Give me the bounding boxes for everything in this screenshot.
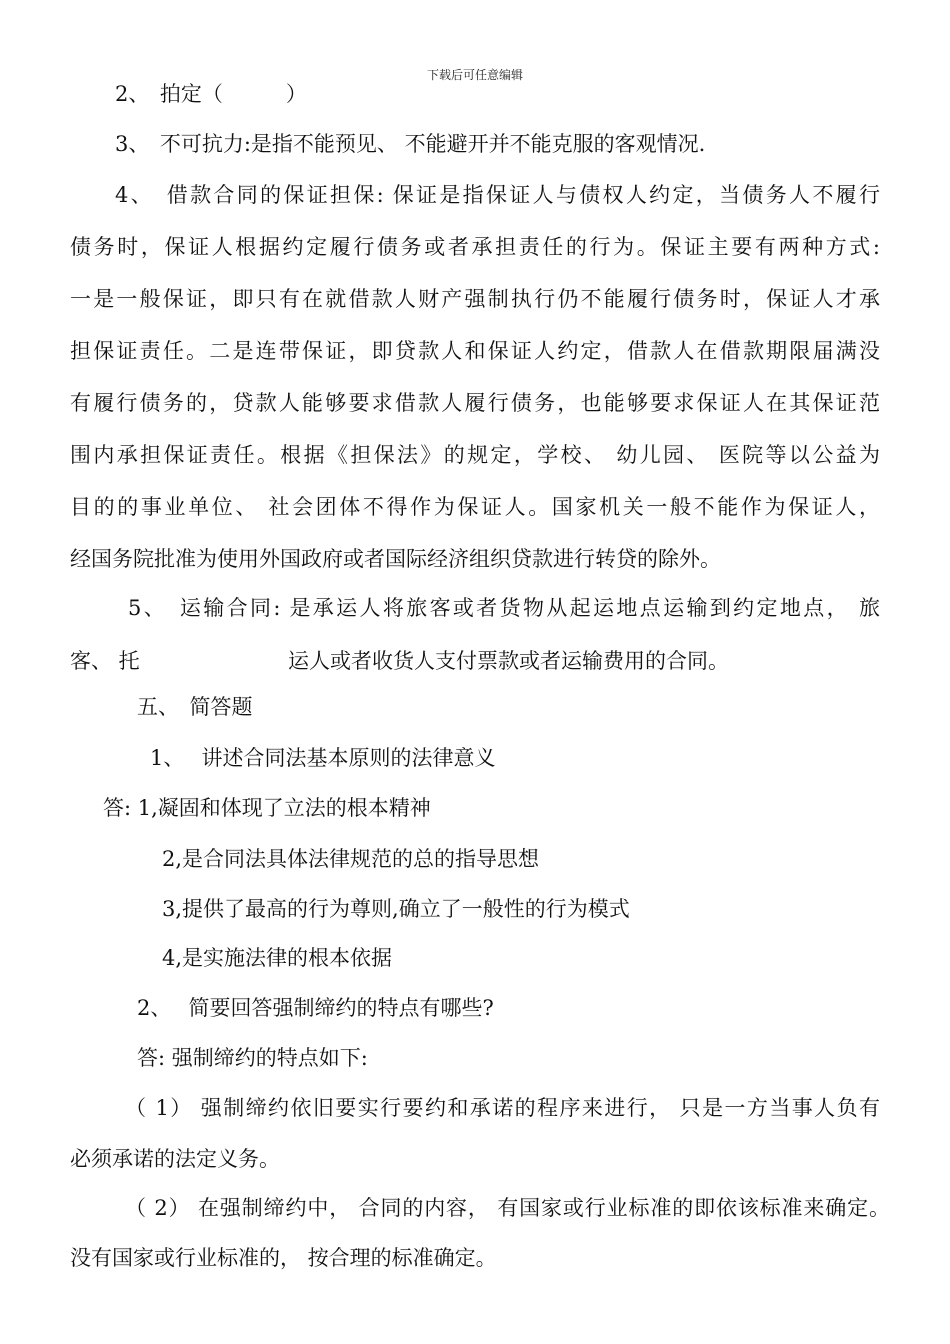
item-3-force-majeure: 3、 不可抗力:是指不能预见、 不能避开并不能克服的客观情况. (115, 132, 706, 156)
item-4-line-6: 围内承担保证责任。根据《担保法》的规定，学校、 幼儿园、 医院等以公益为 (70, 443, 880, 467)
item-2-paifding: 2、 拍定（ ） (115, 82, 307, 106)
answer-2-item-2-line-2: 没有国家或行业标准的， 按合理的标准确定。 (70, 1246, 497, 1270)
item-4-line-3: 一是一般保证，即只有在就借款人财产强制执行仍不能履行债务时，保证人才承 (70, 287, 880, 311)
item-4-line-4: 担保证责任。二是连带保证，即贷款人和保证人约定，借款人在借款期限届满没 (70, 339, 880, 363)
item-4-line-1: 4、 借款合同的保证担保: 保证是指保证人与债权人约定，当债务人不履行 (115, 183, 880, 207)
answer-2-item-1-line-2: 必须承诺的法定义务。 (70, 1147, 280, 1171)
answer-1-line-2: 2,是合同法具体法律规范的总的指导思想 (162, 847, 540, 871)
item-5-line-2a: 客、 托 (70, 649, 140, 673)
page-header-note: 下载后可任意编辑 (426, 68, 523, 82)
answer-1-line-3: 3,提供了最高的行为尊则,确立了一般性的行为模式 (162, 897, 630, 921)
item-4-line-2: 债务时，保证人根据约定履行债务或者承担责任的行为。保证主要有两种方式: (70, 235, 880, 259)
question-2: 2、 简要回答强制缔约的特点有哪些? (137, 996, 494, 1020)
answer-1-line-4: 4,是实施法律的根本依据 (162, 946, 393, 970)
answer-2-item-2-line-1: （ 2） 在强制缔约中， 合同的内容， 有国家或行业标准的即依该标准来确定。 (125, 1196, 890, 1220)
answer-1-line-1: 答: 1,凝固和体现了立法的根本精神 (103, 796, 431, 820)
answer-2-intro: 答: 强制缔约的特点如下: (137, 1046, 368, 1070)
item-5-line-2b: 运人或者收货人支付票款或者运输费用的合同。 (288, 649, 729, 673)
section-heading: 五、 简答题 (137, 695, 253, 719)
answer-2-item-1-line-1: （ 1） 强制缔约依旧要实行要约和承诺的程序来进行， 只是一方当事人负有 (125, 1096, 880, 1120)
item-4-line-7: 目的的事业单位、 社会团体不得作为保证人。国家机关一般不能作为保证人， (70, 495, 880, 519)
item-4-line-5: 有履行债务的，贷款人能够要求借款人履行债务，也能够要求保证人在其保证范 (70, 391, 880, 415)
question-1: 1、 讲述合同法基本原则的法律意义 (150, 746, 496, 770)
item-5-line-1: 5、 运输合同: 是承运人将旅客或者货物从起运地点运输到约定地点， 旅 (128, 596, 880, 620)
item-4-line-8: 经国务院批准为使用外国政府或者国际经济组织贷款进行转贷的除外。 (70, 547, 721, 571)
